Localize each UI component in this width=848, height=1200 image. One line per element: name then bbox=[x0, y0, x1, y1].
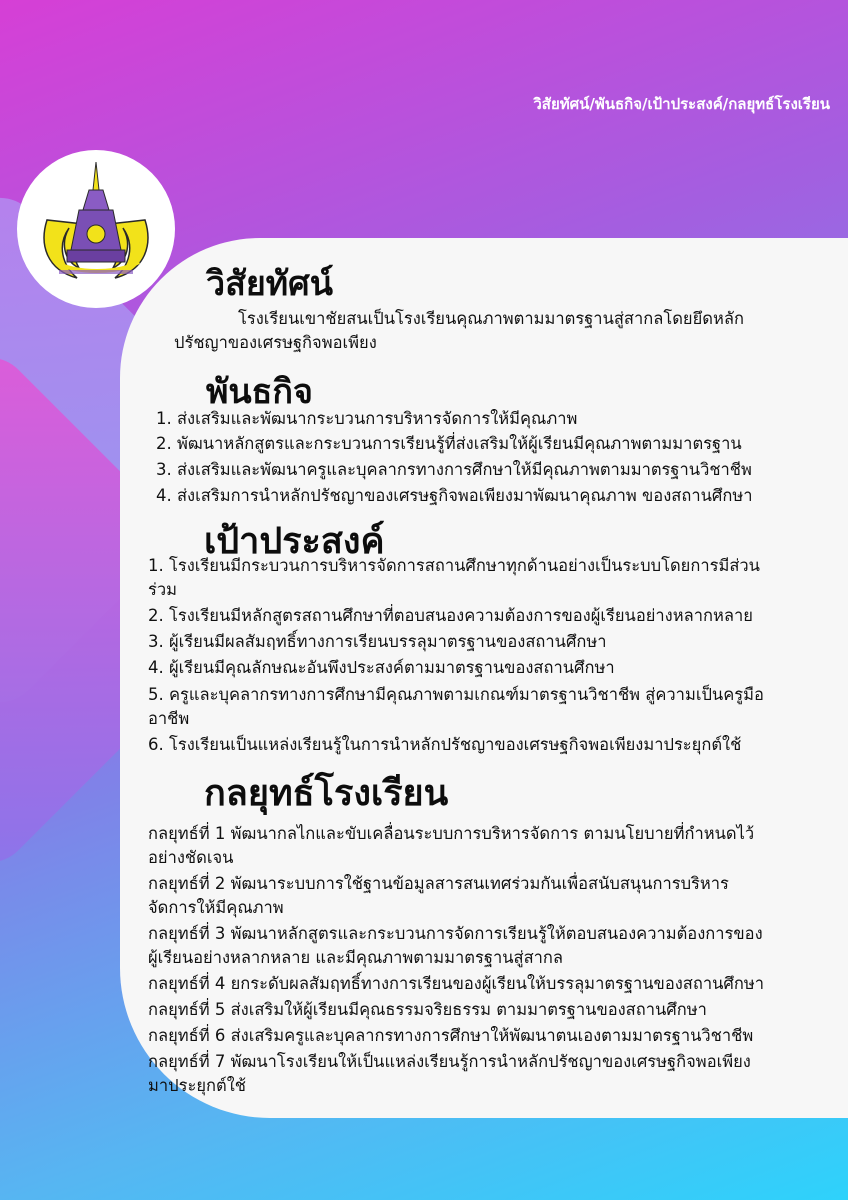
strategy-heading: กลยุทธ์โรงเรียน bbox=[204, 773, 449, 814]
strategy-line-2: อย่างชัดเจน bbox=[148, 848, 234, 867]
strategy-line-5: กลยุทธ์ที่ 3 พัฒนาหลักสูตรและกระบวนการจัดการเรียนรู้ให้ตอบสนองความต้องการของ bbox=[148, 924, 763, 943]
strategy-line-6: ผู้เรียนอย่างหลากหลาย และมีคุณภาพตามมาตรฐานสู่สากล bbox=[148, 948, 564, 967]
mission-item-3: 3. ส่งเสริมและพัฒนาครูและบุคลากรทางการศึกษาให้มีคุณภาพตามมาตรฐานวิชาชีพ bbox=[156, 460, 752, 479]
mission-heading: พันธกิจ bbox=[206, 372, 313, 412]
strategy-line-10: กลยุทธ์ที่ 7 พัฒนาโรงเรียนให้เป็นแหล่งเรียนรู้การนำหลักปรัชญาของเศรษฐกิจพอเพียง bbox=[148, 1052, 751, 1071]
strategy-line-11: มาประยุกต์ใช้ bbox=[148, 1076, 246, 1095]
goals-heading: เป้าประสงค์ bbox=[204, 521, 385, 562]
goals-line-7: อาชีพ bbox=[148, 709, 190, 728]
goals-line-8: 6. โรงเรียนเป็นแหล่งเรียนรู้ในการนำหลักปรัชญาของเศรษฐกิจพอเพียงมาประยุกต์ใช้ bbox=[148, 735, 742, 754]
goals-line-4: 3. ผู้เรียนมีผลสัมฤทธิ์ทางการเรียนบรรลุมาตรฐานของสถานศึกษา bbox=[148, 632, 607, 651]
strategy-line-9: กลยุทธ์ที่ 6 ส่งเสริมครูและบุคลากรทางการศึกษาให้พัฒนาตนเองตามมาตรฐานวิชาชีพ bbox=[148, 1026, 754, 1045]
goals-line-6: 5. ครูและบุคลากรทางการศึกษามีคุณภาพตามเกณฑ์มาตรฐานวิชาชีพ สู่ความเป็นครูมือ bbox=[148, 685, 764, 704]
page-title: วิสัยทัศน์/พันธกิจ/เป้าประสงค์/กลยุทธ์โรงเรียน bbox=[533, 95, 830, 113]
strategy-line-1: กลยุทธ์ที่ 1 พัฒนากลไกและขับเคลื่อนระบบการบริหารจัดการ ตามนโยบายที่กำหนดไว้ bbox=[148, 824, 755, 843]
school-emblem-icon bbox=[17, 150, 175, 308]
mission-item-1: 1. ส่งเสริมและพัฒนากระบวนการบริหารจัดการให้มีคุณภาพ bbox=[156, 409, 578, 428]
strategy-line-4: จัดการให้มีคุณภาพ bbox=[148, 898, 284, 917]
mission-item-4: 4. ส่งเสริมการนำหลักปรัชญาของเศรษฐกิจพอเพียงมาพัฒนาคุณภาพ ของสถานศึกษา bbox=[156, 486, 753, 505]
mission-item-2: 2. พัฒนาหลักสูตรและกระบวนการเรียนรู้ที่ส่งเสริมให้ผู้เรียนมีคุณภาพตามมาตรฐาน bbox=[156, 434, 742, 453]
vision-line-1: โรงเรียนเขาชัยสนเป็นโรงเรียนคุณภาพตามมาตรฐานสู่สากลโดยยึดหลัก bbox=[238, 309, 744, 328]
goals-line-1: 1. โรงเรียนมีกระบวนการบริหารจัดการสถานศึกษาทุกด้านอย่างเป็นระบบโดยการมีส่วน bbox=[148, 556, 760, 575]
school-logo bbox=[17, 150, 175, 308]
goals-line-3: 2. โรงเรียนมีหลักสูตรสถานศึกษาที่ตอบสนองความต้องการของผู้เรียนอย่างหลากหลาย bbox=[148, 606, 753, 625]
vision-heading: วิสัยทัศน์ bbox=[206, 264, 334, 304]
goals-line-5: 4. ผู้เรียนมีคุณลักษณะอันพึงประสงค์ตามมาตรฐานของสถานศึกษา bbox=[148, 658, 615, 677]
strategy-line-7: กลยุทธ์ที่ 4 ยกระดับผลสัมฤทธิ์ทางการเรียนของผู้เรียนให้บรรลุมาตรฐานของสถานศึกษา bbox=[148, 974, 765, 993]
strategy-line-3: กลยุทธ์ที่ 2 พัฒนาระบบการใช้ฐานข้อมูลสารสนเทศร่วมกันเพื่อสนับสนุนการบริหาร bbox=[148, 874, 729, 893]
goals-line-2: ร่วม bbox=[148, 580, 178, 599]
vision-line-2: ปรัชญาของเศรษฐกิจพอเพียง bbox=[174, 333, 377, 352]
strategy-line-8: กลยุทธ์ที่ 5 ส่งเสริมให้ผู้เรียนมีคุณธรรมจริยธรรม ตามมาตรฐานของสถานศึกษา bbox=[148, 1000, 707, 1019]
